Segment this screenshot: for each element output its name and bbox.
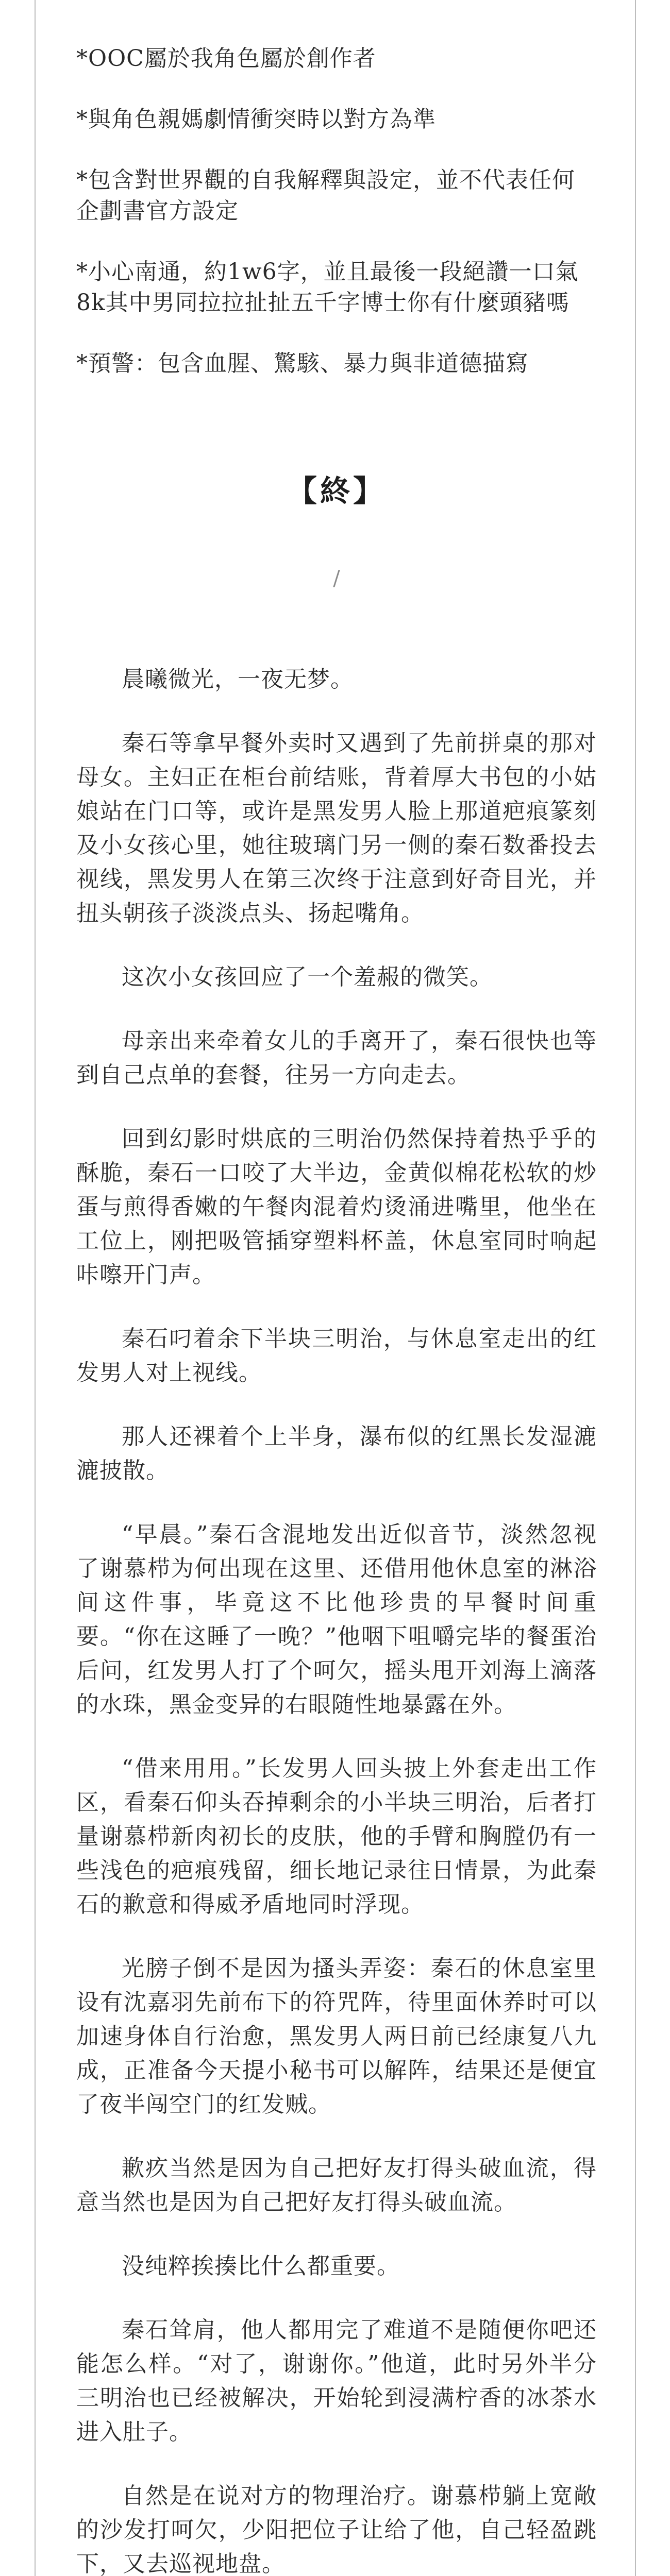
paragraph: 晨曦微光，一夜无梦。 bbox=[122, 666, 354, 692]
note-line: *包含對世界觀的自我解釋與設定，並不代表任何企劃書官方設定 bbox=[76, 167, 575, 224]
paragraph: “早晨。”秦石含混地发出近似音节，淡然忽视了谢慕栉为何出现在这里、还借用他休息室的淋浴间这件事，毕竟这不比他珍贵的早餐时间重要。“你在这睡了一晚？”他咽下咀嚼完毕的餐蛋治后问，红发男人打了个呵欠，摇头甩开刘海上滴落的水珠，黑金变异的右眼随性地暴露在外。 bbox=[76, 1521, 597, 1718]
paragraph: 秦石耸肩，他人都用完了难道不是随便你吧还能怎么样。“对了，谢谢你。”他道，此时另外半分三明治也已经被解决，开始轮到浸满柠香的冰茶水进入肚子。 bbox=[76, 2317, 597, 2445]
paragraph: 母亲出来牵着女儿的手离开了，秦石很快也等到自己点单的套餐，往另一方向走去。 bbox=[76, 1028, 597, 1088]
note-line: *與角色親媽劇情衝突時以對方為準 bbox=[76, 106, 436, 132]
author-notes bbox=[76, 43, 597, 379]
paragraph: 自然是在说对方的物理治疗。谢慕栉躺上宽敞的沙发打呵欠，少阳把位子让给了他，自己轻盈跳下，又去巡视地盘。 bbox=[76, 2483, 597, 2576]
paragraph: 这次小女孩回应了一个羞赧的微笑。 bbox=[122, 964, 493, 990]
story-body bbox=[76, 663, 597, 2576]
paragraph: 光膀子倒不是因为搔头弄姿：秦石的休息室里设有沈嘉羽先前布下的符咒阵，待里面休养时可以加速身体自行治愈，黑发男人两日前已经康复八九成，正准备今天提小秘书可以解阵，结果还是便宜了夜半闯空门的红发贼。 bbox=[76, 1955, 597, 2117]
chapter-title: 【終】 bbox=[287, 473, 386, 509]
paragraph: 那人还裸着个上半身，瀑布似的红黑长发湿漉漉披散。 bbox=[76, 1423, 597, 1484]
paragraph: 秦石叼着余下半块三明治，与休息室走出的红发男人对上视线。 bbox=[76, 1326, 597, 1386]
section-separator: / bbox=[333, 567, 340, 590]
paragraph: “借来用用。”长发男人回头披上外套走出工作区，看秦石仰头吞掉剩余的小半块三明治，后者打量谢慕栉新肉初长的皮肤，他的手臂和胸膛仍有一些浅色的疤痕残留，细长地记录往日情景，为此秦石的歉意和得威矛盾地同时浮现。 bbox=[76, 1755, 597, 1918]
paragraph: 回到幻影时烘底的三明治仍然保持着热乎乎的酥脆，秦石一口咬了大半边，金黄似棉花松软的炒蛋与煎得香嫩的午餐肉混着灼烫涌进嘴里，他坐在工位上，刚把吸管插穿塑料杯盖，休息室同时响起咔嚓开门声。 bbox=[76, 1126, 597, 1288]
page-border-right bbox=[635, 0, 636, 2576]
note-line: *預警：包含血腥、驚駭、暴力與非道德描寫 bbox=[76, 350, 529, 377]
document-content bbox=[76, 43, 597, 2576]
paragraph: 秦石等拿早餐外卖时又遇到了先前拼桌的那对母女。主妇正在柜台前结账，背着厚大书包的小姑娘站在门口等，或许是黑发男人脸上那道疤痕篆刻及小女孩心里，她往玻璃门另一侧的秦石数番投去视线，黑发男人在第三次终于注意到好奇目光，并扭头朝孩子淡淡点头、扬起嘴角。 bbox=[76, 730, 597, 926]
note-line: *OOC屬於我角色屬於創作者 bbox=[76, 45, 376, 72]
paragraph: 没纯粹挨揍比什么都重要。 bbox=[122, 2253, 400, 2279]
paragraph: 歉疚当然是因为自己把好友打得头破血流，得意当然也是因为自己把好友打得头破血流。 bbox=[76, 2155, 597, 2215]
note-line: *小心南通，約1w6字，並且最後一段絕讚一口氣8k其中男同拉拉扯扯五千字博士你有什麼頭豬嗎 bbox=[76, 259, 579, 316]
page-border-left bbox=[35, 0, 36, 2576]
